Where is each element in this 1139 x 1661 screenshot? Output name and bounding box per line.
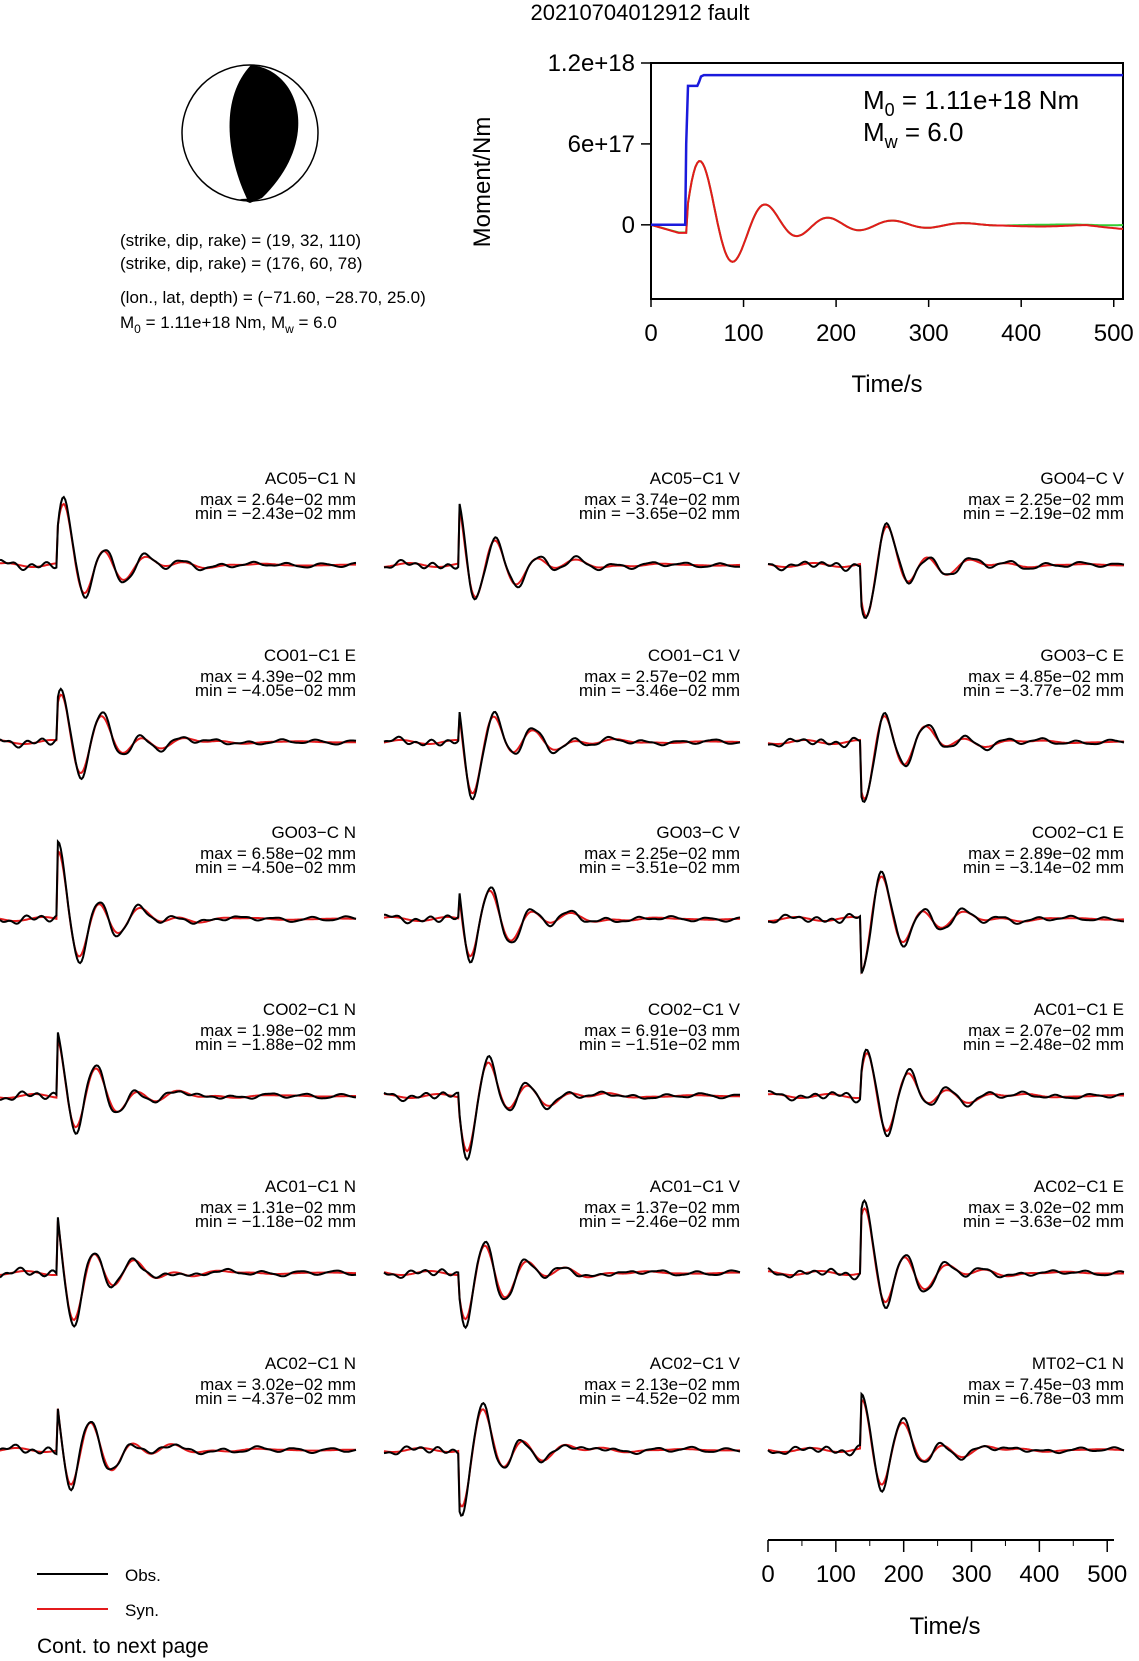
station-max: max = 2.89e−02 mm [968, 844, 1124, 863]
moment-rate-red-line [651, 161, 1123, 262]
moment-y-tick-label: 6e+17 [567, 130, 635, 158]
waveform-grid [0, 469, 1125, 1516]
moment-x-tick-label: 0 [644, 320, 658, 347]
moment-x-tick-label: 300 [908, 320, 949, 347]
legend [37, 1566, 161, 1620]
station-min: min = −1.51e−02 mm [578, 1035, 740, 1054]
station-label: CO02−C1 N [262, 1000, 356, 1019]
legend-syn-label: Syn. [125, 1601, 160, 1620]
observed-trace [0, 689, 356, 779]
bottom-tick-label: 300 [951, 1561, 992, 1588]
station-panel [0, 646, 356, 779]
station-max: max = 3.74e−02 mm [584, 490, 740, 509]
synthetic-trace [0, 1409, 356, 1485]
synthetic-trace [384, 715, 740, 793]
moment-m0-label: $M_0 = 1.11e+18$ Nm [863, 85, 1080, 120]
observed-trace [768, 1394, 1124, 1492]
station-max: max = 2.25e−02 mm [968, 490, 1124, 509]
plane2-text: (strike, dip, rake) = (176, 60, 78) [120, 254, 363, 273]
observed-trace [384, 1056, 740, 1159]
bottom-time-axis [761, 1540, 1127, 1588]
station-panel [768, 823, 1124, 973]
station-label: GO04−C V [1040, 469, 1124, 488]
station-min: min = −2.19e−02 mm [962, 504, 1124, 523]
moment-xlabel: Time/s [851, 371, 923, 398]
moment-rate-green-line [651, 161, 1123, 262]
station-min: min = −2.46e−02 mm [578, 1212, 740, 1231]
station-panel [384, 469, 741, 599]
station-label: GO03−C E [1040, 646, 1124, 665]
synthetic-trace [768, 716, 1124, 799]
observed-trace [768, 523, 1124, 618]
moment-x-axis [644, 299, 1133, 347]
moment-ylabel: Moment/Nm [469, 116, 496, 248]
station-label: GO03−C V [656, 823, 740, 842]
station-panel [768, 1354, 1124, 1492]
moment-y-tick-label: 0 [621, 211, 635, 239]
station-max: max = 6.58e−02 mm [200, 844, 356, 863]
station-label: CO01−C1 E [263, 646, 356, 665]
station-label: AC05−C1 N [264, 469, 356, 488]
synthetic-trace [384, 1409, 740, 1506]
station-max: max = 2.13e−02 mm [584, 1375, 740, 1394]
moment-y-tick-label: 1.2e+18 [547, 50, 635, 77]
moment-x-tick-label: 200 [816, 320, 857, 347]
station-label: GO03−C N [271, 823, 356, 842]
observed-trace [0, 1409, 356, 1490]
station-label: AC05−C1 V [649, 469, 740, 488]
station-panel [768, 646, 1124, 802]
station-label: CO02−C1 V [647, 1000, 740, 1019]
station-min: min = −4.50e−02 mm [194, 858, 356, 877]
station-min: min = −6.78e−03 mm [962, 1389, 1124, 1408]
bottom-tick-label: 400 [1019, 1561, 1060, 1588]
legend-obs-label: Obs. [125, 1566, 161, 1585]
station-panel [0, 823, 356, 963]
station-panel [384, 823, 741, 962]
synthetic-trace [768, 526, 1124, 616]
synthetic-trace [768, 1400, 1124, 1484]
station-max: max = 2.57e−02 mm [584, 667, 740, 686]
footer-text: Cont. to next page [37, 1635, 209, 1658]
moment-mw-label: $M_w = 6.0$ [863, 117, 964, 152]
station-min: min = −3.46e−02 mm [578, 681, 740, 700]
observed-trace [384, 712, 740, 799]
station-max: max = 4.39e−02 mm [200, 667, 356, 686]
station-panel [768, 1000, 1124, 1136]
station-panel [0, 1354, 356, 1490]
station-min: min = −4.52e−02 mm [578, 1389, 740, 1408]
station-max: max = 2.07e−02 mm [968, 1021, 1124, 1040]
synthetic-trace [384, 1063, 740, 1152]
station-max: max = 2.25e−02 mm [584, 844, 740, 863]
location-text: (lon., lat, depth) = (−71.60, −28.70, 25.0) [120, 288, 426, 307]
station-max: max = 7.45e−03 mm [968, 1375, 1124, 1394]
plane1-text: (strike, dip, rake) = (19, 32, 110) [120, 231, 362, 250]
moment-x-tick-label: 500 [1093, 320, 1134, 347]
synthetic-trace [384, 1246, 740, 1320]
observed-trace [768, 1050, 1124, 1136]
station-min: min = −3.51e−02 mm [578, 858, 740, 877]
station-label: AC01−C1 E [1033, 1000, 1124, 1019]
observed-trace [768, 872, 1124, 974]
station-panel [768, 469, 1125, 618]
station-label: MT02−C1 N [1031, 1354, 1124, 1373]
observed-trace [384, 887, 740, 962]
synthetic-trace [0, 695, 356, 773]
station-min: min = −4.37e−02 mm [194, 1389, 356, 1408]
station-max: max = 4.85e−02 mm [968, 667, 1124, 686]
station-label: AC02−C1 N [264, 1354, 356, 1373]
station-min: min = −3.63e−02 mm [962, 1212, 1124, 1231]
station-panel [768, 1177, 1124, 1308]
observed-trace [384, 1242, 740, 1328]
figure-title: 20210704012912 fault [530, 0, 750, 25]
station-label: AC02−C1 V [649, 1354, 740, 1373]
synthetic-trace [768, 877, 1124, 972]
beachball-icon [182, 65, 318, 203]
bottom-tick-label: 500 [1087, 1561, 1128, 1588]
station-label: AC02−C1 E [1033, 1177, 1124, 1196]
station-panel [384, 1000, 741, 1160]
moment-x-tick-label: 100 [723, 320, 764, 347]
station-label: AC01−C1 N [264, 1177, 356, 1196]
station-max: max = 2.64e−02 mm [200, 490, 356, 509]
station-label: AC01−C1 V [649, 1177, 740, 1196]
observed-trace [768, 713, 1124, 802]
station-label: CO02−C1 E [1031, 823, 1124, 842]
station-min: min = −2.48e−02 mm [962, 1035, 1124, 1054]
station-max: max = 1.37e−02 mm [584, 1198, 740, 1217]
station-max: max = 3.02e−02 mm [200, 1375, 356, 1394]
station-min: min = −1.88e−02 mm [194, 1035, 356, 1054]
station-min: min = −3.14e−02 mm [962, 858, 1124, 877]
station-max: max = 1.98e−02 mm [200, 1021, 356, 1040]
moment-summary-text: $M_0 = 1.11e+18$ Nm, $M_w = 6.0$ [120, 313, 337, 336]
station-min: min = −1.18e−02 mm [194, 1212, 356, 1231]
station-min: min = −2.43e−02 mm [194, 504, 356, 523]
station-min: min = −3.65e−02 mm [578, 504, 740, 523]
station-min: min = −4.05e−02 mm [194, 681, 356, 700]
station-panel [0, 1000, 356, 1134]
moment-y-axis [548, 50, 651, 239]
station-max: max = 3.02e−02 mm [968, 1198, 1124, 1217]
station-min: min = −3.77e−02 mm [962, 681, 1124, 700]
bottom-xlabel: Time/s [909, 1613, 981, 1640]
station-max: max = 1.31e−02 mm [200, 1198, 356, 1217]
station-panel [384, 1354, 741, 1516]
synthetic-trace [384, 891, 740, 956]
bottom-tick-label: 100 [815, 1561, 856, 1588]
synthetic-trace [768, 1053, 1124, 1131]
station-panel [0, 469, 356, 598]
bottom-tick-label: 0 [761, 1561, 775, 1588]
bottom-tick-label: 200 [883, 1561, 924, 1588]
observed-trace [384, 1403, 740, 1515]
moment-x-tick-label: 400 [1001, 320, 1042, 347]
station-panel [0, 1177, 356, 1326]
station-panel [384, 646, 741, 799]
station-max: max = 6.91e−03 mm [584, 1021, 740, 1040]
station-label: CO01−C1 V [647, 646, 740, 665]
station-panel [384, 1177, 741, 1328]
